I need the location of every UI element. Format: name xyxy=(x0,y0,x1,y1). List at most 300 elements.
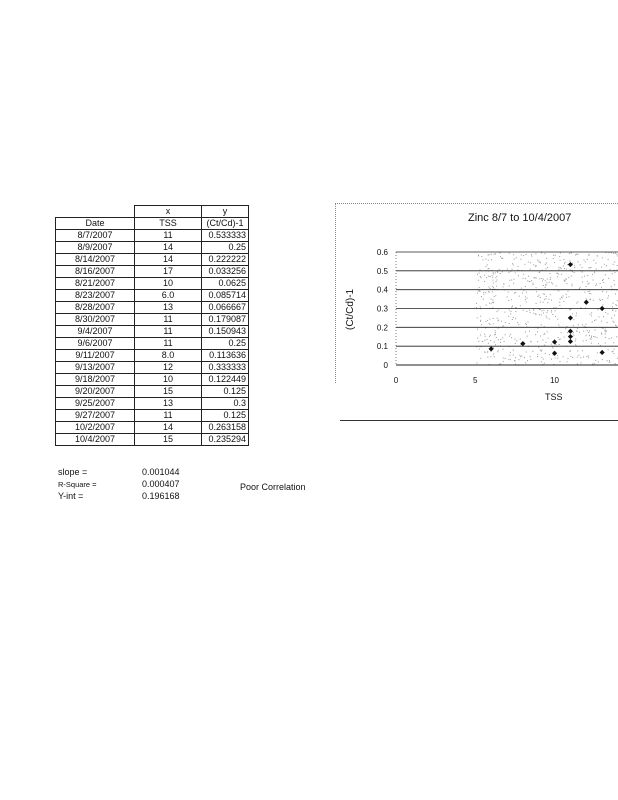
noise-speck xyxy=(511,299,512,300)
noise-speck xyxy=(551,310,552,311)
noise-speck xyxy=(540,302,541,303)
date-cell: 9/13/2007 xyxy=(56,362,135,374)
noise-speck xyxy=(491,303,492,304)
noise-speck xyxy=(588,284,589,285)
noise-speck xyxy=(535,313,536,314)
noise-speck xyxy=(544,363,545,364)
noise-speck xyxy=(536,291,537,292)
noise-speck xyxy=(509,355,510,356)
noise-speck xyxy=(550,273,551,274)
noise-speck xyxy=(586,298,587,299)
noise-speck xyxy=(526,324,527,325)
noise-speck xyxy=(503,283,504,284)
noise-speck xyxy=(576,315,577,316)
noise-speck xyxy=(502,337,503,338)
noise-speck xyxy=(575,254,576,255)
y-cell: 0.263158 xyxy=(202,422,249,434)
noise-speck xyxy=(564,268,565,269)
noise-speck xyxy=(583,331,584,332)
noise-speck xyxy=(591,312,592,313)
y-column-letter: y xyxy=(202,206,249,218)
data-point xyxy=(568,329,573,334)
tss-cell: 8.0 xyxy=(135,350,202,362)
noise-speck xyxy=(546,317,547,318)
noise-speck xyxy=(585,261,586,262)
yint-label: Y-int = xyxy=(58,491,84,501)
noise-speck xyxy=(589,254,590,255)
noise-speck xyxy=(497,351,498,352)
noise-speck xyxy=(549,282,550,283)
table-row xyxy=(56,422,249,434)
data-point xyxy=(520,341,525,346)
noise-speck xyxy=(571,284,572,285)
noise-speck xyxy=(584,292,585,293)
noise-speck xyxy=(614,353,615,354)
noise-speck xyxy=(573,332,574,333)
noise-speck xyxy=(595,330,596,331)
noise-speck xyxy=(493,323,494,324)
noise-speck xyxy=(526,311,527,312)
noise-speck xyxy=(509,336,510,337)
noise-speck xyxy=(587,330,588,331)
noise-speck xyxy=(497,311,498,312)
noise-speck xyxy=(533,310,534,311)
noise-speck xyxy=(591,315,592,316)
noise-speck xyxy=(498,350,499,351)
noise-speck xyxy=(536,303,537,304)
y-cell: 0.122449 xyxy=(202,374,249,386)
noise-speck xyxy=(614,349,615,350)
noise-speck xyxy=(582,350,583,351)
noise-speck xyxy=(511,280,512,281)
noise-speck xyxy=(530,262,531,263)
noise-speck xyxy=(572,263,573,264)
noise-speck xyxy=(586,286,587,287)
noise-speck xyxy=(508,359,509,360)
noise-speck xyxy=(535,253,536,254)
noise-speck xyxy=(558,325,559,326)
y-cell: 0.125 xyxy=(202,386,249,398)
noise-speck xyxy=(605,330,606,331)
noise-speck xyxy=(518,359,519,360)
noise-speck xyxy=(528,276,529,277)
noise-speck xyxy=(610,269,611,270)
noise-speck xyxy=(493,287,494,288)
noise-speck xyxy=(551,312,552,313)
noise-speck xyxy=(569,351,570,352)
noise-speck xyxy=(612,351,613,352)
noise-speck xyxy=(488,276,489,277)
noise-speck xyxy=(603,282,604,283)
noise-speck xyxy=(561,297,562,298)
noise-speck xyxy=(576,313,577,314)
table-row xyxy=(56,266,249,278)
noise-speck xyxy=(521,288,522,289)
noise-speck xyxy=(508,316,509,317)
noise-speck xyxy=(555,255,556,256)
noise-speck xyxy=(520,356,521,357)
noise-speck xyxy=(602,299,603,300)
noise-speck xyxy=(582,267,583,268)
noise-speck xyxy=(551,282,552,283)
noise-speck xyxy=(534,277,535,278)
tss-cell: 15 xyxy=(135,434,202,446)
plot-area-noise xyxy=(476,252,618,366)
noise-speck xyxy=(512,306,513,307)
noise-speck xyxy=(547,267,548,268)
noise-speck xyxy=(488,254,489,255)
noise-speck xyxy=(483,294,484,295)
noise-speck xyxy=(608,259,609,260)
noise-speck xyxy=(597,352,598,353)
noise-speck xyxy=(546,342,547,343)
noise-speck xyxy=(614,284,615,285)
noise-speck xyxy=(573,335,574,336)
noise-speck xyxy=(550,279,551,280)
noise-speck xyxy=(601,287,602,288)
noise-speck xyxy=(552,347,553,348)
noise-speck xyxy=(605,274,606,275)
noise-speck xyxy=(513,355,514,356)
noise-speck xyxy=(563,301,564,302)
noise-speck xyxy=(566,269,567,270)
noise-speck xyxy=(505,358,506,359)
noise-speck xyxy=(544,299,545,300)
noise-speck xyxy=(589,283,590,284)
tss-cell: 12 xyxy=(135,362,202,374)
noise-speck xyxy=(493,318,494,319)
noise-speck xyxy=(578,261,579,262)
noise-speck xyxy=(477,363,478,364)
noise-speck xyxy=(594,363,595,364)
noise-speck xyxy=(615,253,616,254)
noise-speck xyxy=(561,332,562,333)
yint-value: 0.196168 xyxy=(142,491,180,501)
noise-speck xyxy=(585,324,586,325)
noise-speck xyxy=(569,309,570,310)
noise-speck xyxy=(499,269,500,270)
noise-speck xyxy=(580,264,581,265)
noise-speck xyxy=(577,364,578,365)
noise-speck xyxy=(478,290,479,291)
noise-speck xyxy=(525,299,526,300)
slope-label: slope = xyxy=(58,467,88,477)
noise-speck xyxy=(568,291,569,292)
noise-speck xyxy=(549,319,550,320)
noise-speck xyxy=(614,272,615,273)
noise-speck xyxy=(526,292,527,293)
noise-speck xyxy=(481,296,482,297)
noise-speck xyxy=(478,341,479,342)
noise-speck xyxy=(595,263,596,264)
date-cell: 9/4/2007 xyxy=(56,326,135,338)
y-tick-label: 0.2 xyxy=(376,323,388,333)
noise-speck xyxy=(509,310,510,311)
noise-speck xyxy=(492,286,493,287)
noise-speck xyxy=(596,284,597,285)
noise-speck xyxy=(529,310,530,311)
noise-speck xyxy=(504,312,505,313)
y-header: (Ct/Cd)-1 xyxy=(202,218,249,230)
noise-speck xyxy=(495,330,496,331)
table-row xyxy=(56,242,249,254)
noise-speck xyxy=(564,337,565,338)
noise-speck xyxy=(515,311,516,312)
noise-speck xyxy=(482,341,483,342)
noise-speck xyxy=(577,301,578,302)
noise-speck xyxy=(582,272,583,273)
noise-speck xyxy=(539,262,540,263)
data-point xyxy=(568,339,573,344)
noise-speck xyxy=(483,292,484,293)
noise-speck xyxy=(545,285,546,286)
noise-speck xyxy=(486,277,487,278)
noise-speck xyxy=(565,262,566,263)
noise-speck xyxy=(545,264,546,265)
noise-speck xyxy=(537,260,538,261)
noise-speck xyxy=(594,272,595,273)
noise-speck xyxy=(546,283,547,284)
noise-speck xyxy=(574,267,575,268)
noise-speck xyxy=(515,357,516,358)
noise-speck xyxy=(537,356,538,357)
noise-speck xyxy=(566,278,567,279)
noise-speck xyxy=(537,296,538,297)
noise-speck xyxy=(596,319,597,320)
tss-cell: 10 xyxy=(135,278,202,290)
noise-speck xyxy=(596,269,597,270)
noise-speck xyxy=(588,355,589,356)
noise-speck xyxy=(564,281,565,282)
noise-speck xyxy=(593,260,594,261)
noise-speck xyxy=(515,272,516,273)
noise-speck xyxy=(603,316,604,317)
noise-speck xyxy=(599,299,600,300)
noise-speck xyxy=(559,302,560,303)
noise-speck xyxy=(545,287,546,288)
date-cell: 9/18/2007 xyxy=(56,374,135,386)
y-cell: 0.113636 xyxy=(202,350,249,362)
noise-speck xyxy=(589,291,590,292)
chart-title: Zinc 8/7 to 10/4/2007 xyxy=(468,212,572,224)
noise-speck xyxy=(488,268,489,269)
data-point xyxy=(568,315,573,320)
noise-speck xyxy=(516,257,517,258)
noise-speck xyxy=(541,357,542,358)
noise-speck xyxy=(498,320,499,321)
noise-speck xyxy=(497,272,498,273)
noise-speck xyxy=(533,313,534,314)
noise-speck xyxy=(480,276,481,277)
noise-speck xyxy=(545,353,546,354)
noise-speck xyxy=(615,325,616,326)
noise-speck xyxy=(614,322,615,323)
noise-speck xyxy=(598,343,599,344)
noise-speck xyxy=(580,357,581,358)
noise-speck xyxy=(490,319,491,320)
noise-speck xyxy=(487,320,488,321)
noise-speck xyxy=(510,352,511,353)
noise-speck xyxy=(558,290,559,291)
date-cell: 8/30/2007 xyxy=(56,314,135,326)
noise-speck xyxy=(558,337,559,338)
noise-speck xyxy=(600,300,601,301)
noise-speck xyxy=(607,298,608,299)
table-row xyxy=(56,326,249,338)
tss-cell: 15 xyxy=(135,386,202,398)
date-cell: 9/25/2007 xyxy=(56,398,135,410)
y-cell: 0.333333 xyxy=(202,362,249,374)
noise-speck xyxy=(577,328,578,329)
noise-speck xyxy=(561,268,562,269)
tss-cell: 11 xyxy=(135,314,202,326)
noise-speck xyxy=(555,310,556,311)
y-axis-title: (Ct/Cd)-1 xyxy=(345,288,356,330)
noise-speck xyxy=(493,354,494,355)
date-cell: 10/4/2007 xyxy=(56,434,135,446)
table-row xyxy=(56,410,249,422)
noise-speck xyxy=(577,351,578,352)
noise-speck xyxy=(487,352,488,353)
noise-speck xyxy=(541,315,542,316)
noise-speck xyxy=(574,319,575,320)
noise-speck xyxy=(612,306,613,307)
noise-speck xyxy=(500,363,501,364)
noise-speck xyxy=(542,340,543,341)
noise-speck xyxy=(589,335,590,336)
noise-speck xyxy=(490,335,491,336)
noise-speck xyxy=(531,280,532,281)
noise-speck xyxy=(537,331,538,332)
noise-speck xyxy=(538,295,539,296)
noise-speck xyxy=(515,307,516,308)
noise-speck xyxy=(605,312,606,313)
noise-speck xyxy=(518,266,519,267)
noise-speck xyxy=(520,339,521,340)
noise-speck xyxy=(570,356,571,357)
noise-speck xyxy=(525,323,526,324)
noise-speck xyxy=(510,334,511,335)
noise-speck xyxy=(513,264,514,265)
noise-speck xyxy=(575,338,576,339)
noise-speck xyxy=(492,302,493,303)
noise-speck xyxy=(579,288,580,289)
noise-speck xyxy=(547,279,548,280)
noise-speck xyxy=(541,361,542,362)
y-cell: 0.25 xyxy=(202,242,249,254)
noise-speck xyxy=(502,271,503,272)
date-header: Date xyxy=(56,218,135,230)
noise-speck xyxy=(547,331,548,332)
noise-speck xyxy=(569,253,570,254)
noise-speck xyxy=(488,291,489,292)
noise-speck xyxy=(584,260,585,261)
noise-speck xyxy=(513,317,514,318)
tss-cell: 11 xyxy=(135,338,202,350)
noise-speck xyxy=(612,309,613,310)
noise-speck xyxy=(567,332,568,333)
noise-speck xyxy=(605,343,606,344)
noise-speck xyxy=(513,283,514,284)
noise-speck xyxy=(598,309,599,310)
noise-speck xyxy=(492,291,493,292)
noise-speck xyxy=(614,315,615,316)
noise-speck xyxy=(587,275,588,276)
noise-speck xyxy=(609,360,610,361)
noise-speck xyxy=(491,254,492,255)
y-cell: 0.125 xyxy=(202,410,249,422)
noise-speck xyxy=(553,258,554,259)
noise-speck xyxy=(518,275,519,276)
noise-speck xyxy=(493,272,494,273)
noise-speck xyxy=(549,354,550,355)
noise-speck xyxy=(540,336,541,337)
noise-speck xyxy=(498,339,499,340)
y-tick-label: 0.3 xyxy=(376,304,388,314)
noise-speck xyxy=(603,328,604,329)
noise-speck xyxy=(527,360,528,361)
y-cell: 0.235294 xyxy=(202,434,249,446)
table-row xyxy=(56,434,249,446)
noise-speck xyxy=(491,299,492,300)
noise-speck xyxy=(545,284,546,285)
noise-speck xyxy=(578,324,579,325)
noise-speck xyxy=(523,278,524,279)
data-point xyxy=(600,306,605,311)
noise-speck xyxy=(503,361,504,362)
noise-speck xyxy=(534,277,535,278)
noise-speck xyxy=(557,276,558,277)
noise-speck xyxy=(494,342,495,343)
date-cell: 9/6/2007 xyxy=(56,338,135,350)
noise-speck xyxy=(524,264,525,265)
noise-speck xyxy=(615,311,616,312)
noise-speck xyxy=(590,267,591,268)
noise-speck xyxy=(559,256,560,257)
noise-speck xyxy=(489,323,490,324)
noise-speck xyxy=(496,337,497,338)
noise-speck xyxy=(560,267,561,268)
noise-speck xyxy=(601,321,602,322)
noise-speck xyxy=(560,339,561,340)
noise-speck xyxy=(488,343,489,344)
noise-speck xyxy=(587,259,588,260)
noise-speck xyxy=(589,330,590,331)
noise-speck xyxy=(490,276,491,277)
table-row xyxy=(56,278,249,290)
noise-speck xyxy=(597,256,598,257)
noise-speck xyxy=(546,296,547,297)
data-point xyxy=(600,350,605,355)
noise-speck xyxy=(588,267,589,268)
noise-speck xyxy=(551,359,552,360)
noise-speck xyxy=(481,324,482,325)
noise-speck xyxy=(503,358,504,359)
noise-speck xyxy=(525,278,526,279)
noise-speck xyxy=(607,322,608,323)
noise-speck xyxy=(514,259,515,260)
table-row xyxy=(56,386,249,398)
noise-speck xyxy=(613,342,614,343)
x-column-letter: x xyxy=(135,206,202,218)
noise-speck xyxy=(617,269,618,270)
rsquare-value: 0.000407 xyxy=(142,479,180,489)
noise-speck xyxy=(590,293,591,294)
noise-speck xyxy=(543,313,544,314)
noise-speck xyxy=(553,255,554,256)
data-point xyxy=(568,262,573,267)
noise-speck xyxy=(547,312,548,313)
